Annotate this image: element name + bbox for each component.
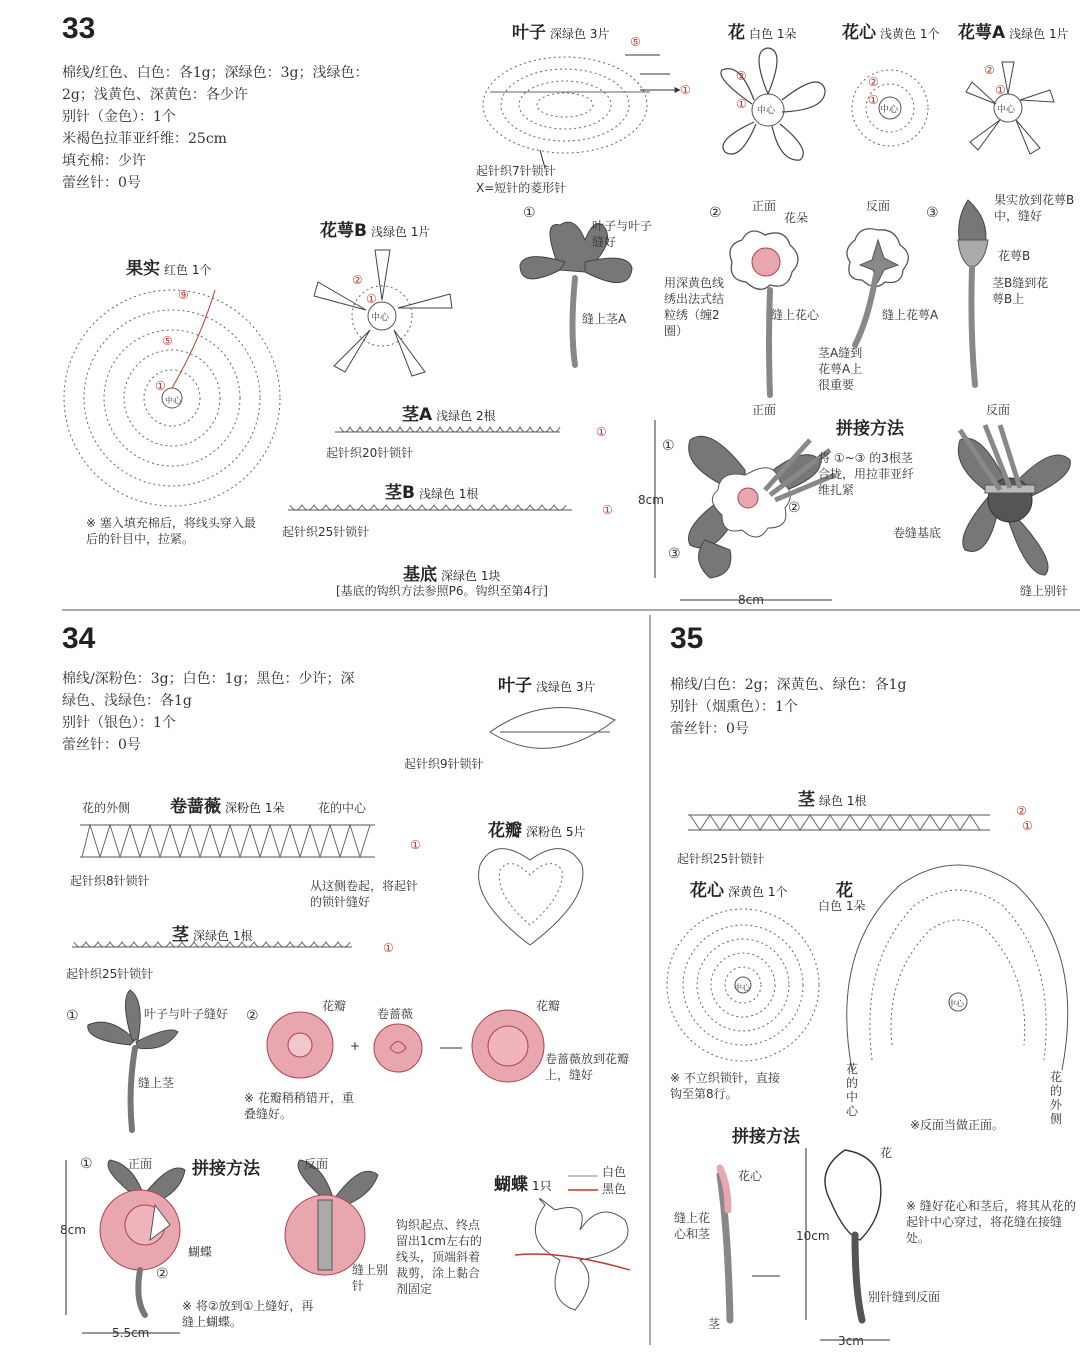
stemA-title: 茎A 浅绿色 2根 [402, 405, 496, 425]
calyxB-row1: ① [366, 292, 377, 306]
flower-35-note: ※反面当做正面。 [910, 1118, 1005, 1132]
material-line: 别针（烟熏色）：1个 [670, 699, 798, 715]
material-line: 别针（金色）：1个 [62, 109, 176, 125]
flower-33-row1: ① [736, 97, 747, 111]
assembly-34-width: 5.5cm [112, 1326, 150, 1340]
calyxA-center: 中心 [997, 105, 1016, 115]
step2-33-back-note: 缝上花萼A [882, 308, 939, 322]
material-line: 蕾丝针：0号 [62, 737, 141, 753]
flower-35-left: 花的中心 [846, 1062, 859, 1118]
leaf-33-title: 叶子 深绿色 3片 [512, 23, 610, 43]
fruit-row5: ⑤ [162, 334, 173, 348]
section-33-number: 33 [62, 12, 96, 45]
step1-34-note2: 缝上茎 [138, 1076, 175, 1090]
leaf-33-note2: X=短针的菱形针 [476, 181, 567, 195]
flower-35-chart [847, 865, 1068, 1070]
leaf-34-note: 起针织9针锁针 [404, 757, 484, 771]
step3-33-note: 果实放到花萼B中，缝好 [994, 193, 1075, 223]
butterfly-title: 蝴蝶 1只 [494, 1175, 552, 1195]
assembly-34-butterfly: 蝴蝶 [188, 1245, 213, 1259]
step2-34-note: ※ 花瓣稍稍错开，重叠缝好。 [244, 1091, 354, 1121]
step3-33-calyx: 花萼B [998, 249, 1031, 263]
material-line: 绿色、浅绿色：各1g [62, 693, 192, 709]
leaf-34-chart [490, 708, 615, 749]
assembly-34-c2: ② [156, 1266, 169, 1282]
assembly-34-c1: ① [80, 1156, 93, 1172]
calyxA-row1: ① [995, 83, 1006, 97]
base-note: [基底的钩织方法参照P6。钩织至第4行] [336, 584, 548, 598]
assembly-34-note: ※ 将②放到①上缝好，再缝上蝴蝶。 [182, 1299, 314, 1329]
assembly-34-title: 拼接方法 [192, 1159, 260, 1179]
assembly-35-title: 拼接方法 [732, 1127, 800, 1147]
stemB-note: 起针织25针锁针 [282, 525, 370, 539]
assembly-34-front: 正面 [128, 1157, 153, 1171]
flower-33-title: 花 白色 1朵 [728, 23, 797, 43]
rose-row1: ① [410, 838, 421, 852]
petal-title: 花瓣 深粉色 5片 [488, 821, 586, 841]
step2-33-note2: 缝上花心 [771, 308, 820, 322]
step1-33-note: 叶子与叶子缝好 [592, 219, 653, 249]
material-line: 棉线/白色：2g；深黄色、绿色：各1g [670, 677, 907, 693]
assembly-35-sew: 缝上花心和茎 [674, 1211, 711, 1241]
assembly-33-c1: ① [662, 438, 675, 454]
assembly-33-title: 拼接方法 [836, 419, 904, 439]
step1-34-note: 叶子与叶子缝好 [144, 1007, 229, 1021]
assembly-33-height: 8cm [638, 493, 664, 507]
stemA-row1: ① [596, 425, 607, 439]
petal-chart [479, 849, 583, 945]
assembly-35-height: 10cm [796, 1229, 830, 1243]
material-line: 米褐色拉菲亚纤维：25cm [62, 131, 227, 147]
fruit-note: ※ 塞入填充棉后，将线头穿入最后的针目中，拉紧。 [86, 516, 256, 546]
assembly-35-note: ※ 缝好花心和茎后，将其从花的起针中心穿过，将花缝在接缝处。 [906, 1199, 1076, 1245]
assembly-33-front: 正面 [752, 403, 777, 417]
flower-35-right: 花的外侧 [1050, 1070, 1063, 1126]
assembly-35-width: 3cm [838, 1334, 864, 1348]
step2-33-back-note2: 茎A缝到花萼A上很重要 [818, 346, 863, 392]
assembly-33-pin: 缝上别针 [1020, 584, 1069, 598]
section-35-number: 35 [670, 622, 704, 655]
stem-34-note: 起针织25针锁针 [66, 967, 154, 981]
step2-34-note2: 卷蔷薇放到花瓣上，缝好 [545, 1052, 630, 1082]
stemB-title: 茎B 浅绿色 1根 [385, 483, 479, 503]
leaf-33-chart [483, 55, 680, 168]
assembly-35-stem: 茎 [708, 1317, 721, 1331]
step3-33-note3: 茎B缝到花萼B上 [992, 276, 1049, 306]
fruit-row9: ⑨ [178, 288, 189, 302]
step2-34-plus: + [350, 1039, 361, 1053]
step3-33-illustration [958, 200, 988, 385]
rose-inner: 花的中心 [318, 801, 367, 815]
step1-34-number: ① [66, 1008, 79, 1024]
stem-34-row1: ① [383, 941, 394, 955]
material-line: 填充棉：少许 [62, 153, 146, 169]
step2-33-back: 反面 [866, 199, 891, 213]
step2-34-petal: 花瓣 [322, 999, 347, 1013]
flower-33-center: 中心 [757, 106, 776, 116]
calyxB-center: 中心 [371, 313, 390, 323]
material-line: 棉线/红色、白色：各1g；深绿色：3g；浅绿色： [62, 65, 369, 81]
flower-35-title: 花 [836, 881, 853, 901]
assembly-33-roll: 卷缝基底 [893, 526, 942, 540]
step2-33-number: ② [709, 205, 722, 221]
step2-34-rose: 卷蔷薇 [377, 1007, 414, 1021]
calyxB-title: 花萼B 浅绿色 1片 [320, 221, 431, 241]
assembly-34-height: 8cm [60, 1223, 86, 1237]
step1-33-number: ① [523, 205, 536, 221]
butterfly-white: 白色 [602, 1165, 627, 1179]
section-34-materials [62, 668, 422, 756]
assembly-33-c3: ③ [668, 546, 681, 562]
leaf-33-row5: ⑤ [630, 35, 641, 49]
assembly-34-sewpin: 缝上别针 [352, 1263, 389, 1293]
calyxA-row2: ② [984, 63, 995, 77]
section-34-number: 34 [62, 622, 96, 655]
stem-B-chart [288, 505, 572, 510]
center-35-center: 中心 [734, 983, 750, 992]
rose-note2: 从这侧卷起，将起针的锁针缝好 [310, 879, 419, 909]
rose-chart [80, 825, 375, 857]
calyxA-title: 花萼A 浅绿色 1片 [958, 23, 1069, 43]
step2-34-petal2: 花瓣 [536, 999, 561, 1013]
flower-33-row2: ② [736, 69, 747, 83]
stemA-note: 起针织20针锁针 [326, 446, 414, 460]
assembly-35-center: 花心 [738, 1169, 763, 1183]
material-line: 别针（银色）：1个 [62, 715, 176, 731]
stem-35-title: 茎 绿色 1根 [798, 790, 867, 810]
butterfly-black: 黑色 [602, 1182, 627, 1196]
flower-35-sub: 白色 1朵 [818, 899, 866, 913]
fruit-center: 中心 [165, 396, 181, 405]
fruit-row1: ① [155, 379, 166, 393]
center-33-row1: ① [868, 93, 879, 107]
stem-34-title: 茎 深绿色 1根 [172, 925, 253, 945]
stem-35-chart [688, 815, 990, 830]
center-33-title: 花心 浅黄色 1个 [842, 23, 940, 43]
center-35-note: ※ 不立织锁针，直接钩至第8行。 [670, 1071, 780, 1101]
material-line: 2g；浅黄色、深黄色：各少许 [62, 87, 248, 103]
stemB-row1: ① [602, 503, 613, 517]
stem-A-chart [335, 427, 560, 432]
flower-35-center: 中心 [948, 999, 964, 1008]
base-title: 基底 深绿色 1块 [403, 565, 501, 585]
assembly-35-flower: 花 [880, 1146, 893, 1160]
center-35-title: 花心 深黄色 1个 [690, 881, 788, 901]
assembly-33-note: 将 ①~③ 的3根茎合拢，用拉菲亚纤维扎紧 [818, 451, 915, 497]
step2-34-number: ② [246, 1008, 259, 1024]
leaf-33-note1: 起针织7针锁针 [476, 164, 556, 178]
step2-33-front: 正面 [752, 199, 777, 213]
stem-35-row1: ① [1022, 819, 1033, 833]
assembly-35-pin: 别针缝到反面 [868, 1290, 941, 1304]
step3-33-number: ③ [926, 205, 939, 221]
material-line: 棉线/深粉色：3g；白色：1g；黑色：少许；深 [62, 671, 355, 687]
rose-title: 卷蔷薇 深粉色 1朵 [170, 797, 285, 817]
assembly-33-illustration [655, 420, 1070, 600]
stem-35-row2: ② [1016, 804, 1027, 818]
assembly-34-back: 反面 [304, 1157, 329, 1171]
leaf-34-title: 叶子 浅绿色 3片 [498, 676, 596, 696]
rose-note1: 起针织8针锁针 [70, 874, 150, 888]
center-33-center: 中心 [880, 105, 899, 115]
calyxB-row2: ② [352, 273, 363, 287]
stem-35-note: 起针织25针锁针 [677, 852, 765, 866]
fruit-title: 果实 红色 1个 [126, 259, 212, 279]
butterfly-note: 钩织起点、终点留出1cm左右的线头，顶端斜着裁剪，涂上黏合剂固定 [396, 1218, 482, 1296]
assembly-33-back: 反面 [986, 403, 1011, 417]
section-35-materials [670, 674, 1050, 740]
leaf-33-row1: ① [680, 83, 691, 97]
rose-outer: 花的外侧 [82, 801, 131, 815]
center-33-row2: ② [868, 75, 879, 89]
step2-33-petal: 花朵 [784, 211, 809, 225]
step1-33-note2: 缝上茎A [582, 312, 627, 326]
assembly-33-width: 8cm [738, 593, 764, 607]
assembly-33-c2: ② [788, 500, 801, 516]
material-line: 蕾丝针：0号 [670, 721, 749, 737]
material-line: 蕾丝针：0号 [62, 175, 141, 191]
step2-33-note: 用深黄色线绣出法式结粒绣（缠2圈） [664, 276, 725, 338]
